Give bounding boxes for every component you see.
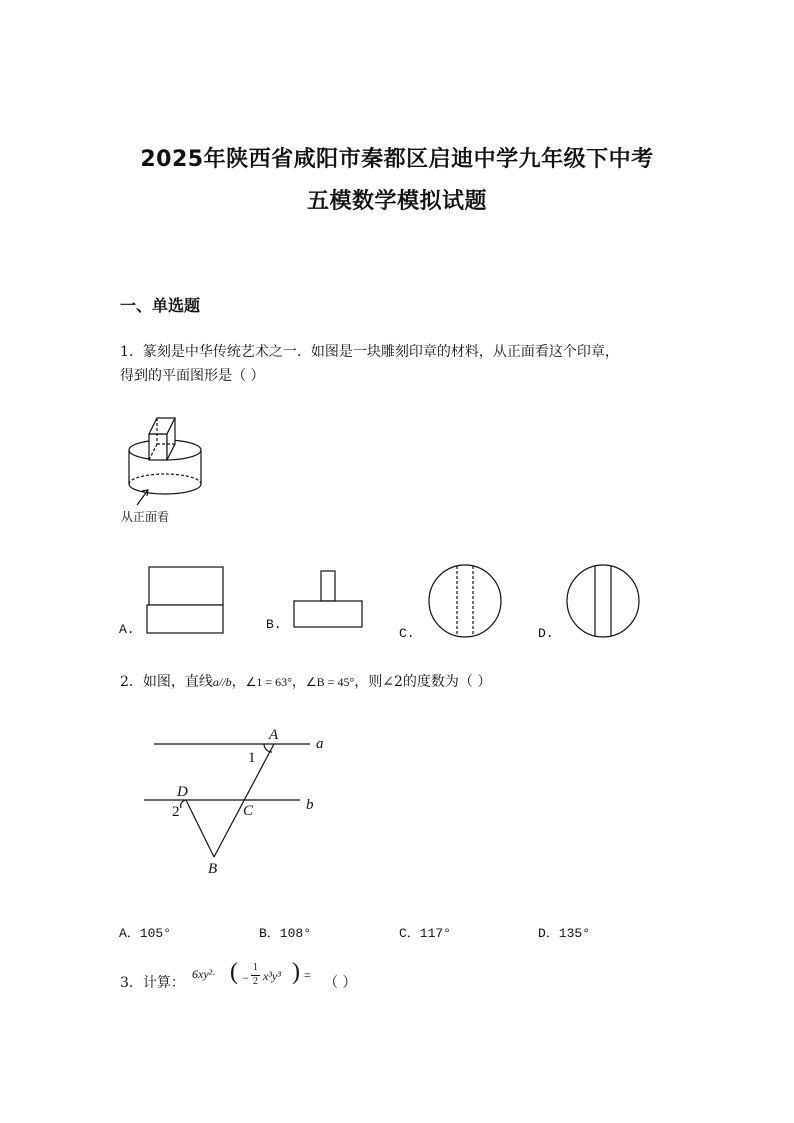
q1-text-line1: 1．篆刻是中华传统艺术之一．如图是一块雕刻印章的材料，从正面看这个印章， — [120, 344, 619, 360]
q2-cond-parallel: a//b — [212, 675, 232, 689]
q2-option-d[interactable]: D．135° — [538, 926, 591, 941]
q2-prefix: 2．如图，直线 — [120, 674, 213, 690]
q3-frac-num: 1 — [253, 962, 258, 973]
q1-option-c[interactable]: C. — [399, 626, 415, 641]
section-heading: 一、单选题 — [120, 296, 201, 315]
q1-view-label: 从正面看 — [121, 510, 170, 524]
q3-expr-minus: − — [242, 971, 249, 985]
q2-suffix: ，则∠2的度数为（ ） — [354, 674, 492, 690]
q2-geometry-figure — [140, 722, 340, 882]
q1-option-b[interactable]: B. — [266, 617, 282, 632]
q2-sep2: ， — [291, 674, 306, 690]
q3-expr-right: x³y³ — [263, 969, 281, 983]
q1-option-b-figure — [290, 568, 366, 630]
q2-cond-angle1: ∠1 = 63° — [245, 675, 292, 689]
q2-option-b[interactable]: B．108° — [259, 926, 312, 941]
label-1: 1 — [248, 750, 256, 766]
q3-frac-den: 2 — [253, 976, 258, 987]
q3-prefix: 3．计算： — [120, 975, 185, 991]
angle-2-arc — [181, 800, 186, 808]
q1-text-line2: 得到的平面图形是（ ） — [120, 368, 265, 384]
q1-option-d[interactable]: D. — [538, 626, 554, 641]
label-C: C — [243, 803, 254, 819]
q3-answer-blank[interactable]: （ ） — [324, 975, 357, 991]
q3-equals: = — [304, 968, 311, 982]
label-a: a — [316, 736, 324, 752]
q3-paren-open: ( — [230, 959, 238, 985]
page-title-line1: 2025年陕西省咸阳市秦都区启迪中学九年级下中考 — [140, 147, 654, 172]
q1-option-d-figure — [564, 562, 642, 640]
label-2: 2 — [172, 804, 180, 820]
q1-option-c-figure — [426, 562, 504, 640]
q2-sep1: ， — [231, 674, 246, 690]
page-title-line2: 五模数学模拟试题 — [306, 189, 487, 214]
q2-text — [120, 670, 491, 694]
label-D: D — [177, 784, 188, 800]
q1-option-a-figure — [145, 565, 227, 635]
label-B: B — [208, 861, 218, 877]
q2-option-a[interactable]: A．105° — [119, 926, 172, 941]
q3-paren-close: ) — [292, 959, 300, 985]
label-b: b — [306, 797, 314, 813]
q2-cond-angleB: ∠B = 45° — [305, 675, 355, 689]
q1-option-a[interactable]: A. — [119, 622, 135, 637]
segment-DB — [186, 800, 214, 857]
label-A: A — [269, 727, 279, 743]
q3-expr-left: 6xy²· — [192, 967, 216, 981]
q2-option-c[interactable]: C．117° — [399, 926, 452, 941]
